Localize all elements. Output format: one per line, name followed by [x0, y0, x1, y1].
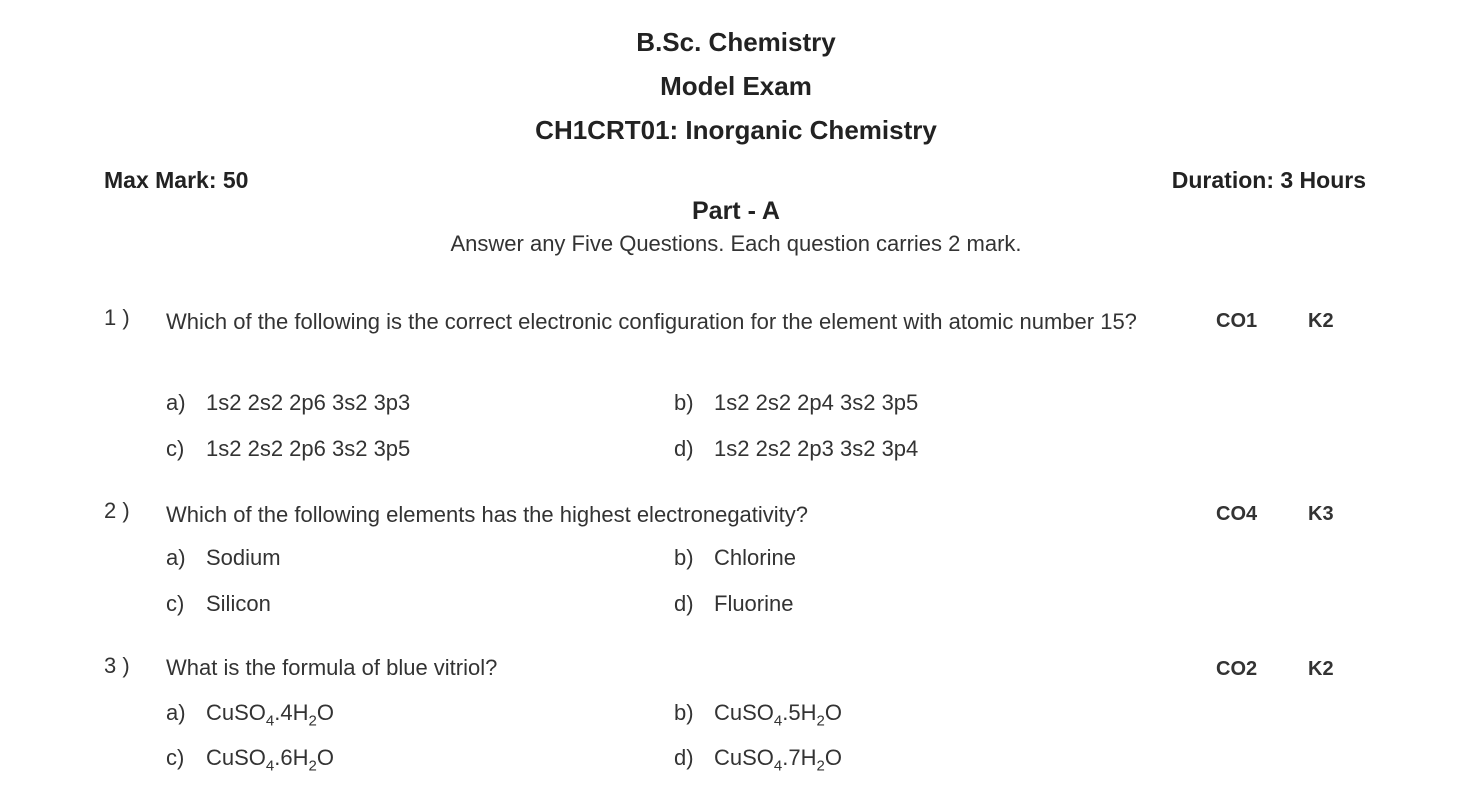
- option-label: b): [674, 700, 694, 725]
- knowledge-level: K3: [1308, 503, 1334, 525]
- course-outcome: CO2: [1216, 658, 1258, 680]
- question-text: Which of the following is the correct electronic configuration for the element with atomic number 15?: [166, 309, 1137, 334]
- option-formula: $CuSO_4.5H_2O$: [714, 700, 842, 730]
- option-a: [166, 700, 334, 730]
- part-title: Part - A: [692, 197, 780, 225]
- option-a: [166, 545, 281, 571]
- option-d: [674, 436, 918, 462]
- option-text: 1s2 2s2 2p6 3s2 3p5: [206, 436, 411, 461]
- option-b: [674, 545, 796, 571]
- question-number: 1 ): [104, 305, 130, 330]
- option-c: [166, 745, 334, 775]
- option-label: d): [674, 591, 694, 616]
- option-a: [166, 390, 410, 416]
- question-text: Which of the following elements has the highest electronegativity?: [166, 502, 809, 527]
- option-label: b): [674, 545, 694, 570]
- option-text: Sodium: [206, 545, 281, 570]
- knowledge-level: K2: [1308, 310, 1334, 332]
- option-text: 1s2 2s2 2p4 3s2 3p5: [714, 390, 919, 415]
- option-label: c): [166, 591, 185, 616]
- max-mark: Max Mark: 50: [104, 167, 249, 193]
- course-outcome: CO1: [1216, 310, 1258, 332]
- option-label: a): [166, 545, 186, 570]
- option-text: 1s2 2s2 2p3 3s2 3p4: [714, 436, 919, 461]
- option-c: [166, 436, 410, 462]
- option-text: Silicon: [206, 591, 271, 616]
- duration: Duration: 3 Hours: [1171, 167, 1366, 193]
- program-title: B.Sc. Chemistry: [636, 27, 836, 57]
- option-label: c): [166, 436, 185, 461]
- question-number: 3 ): [104, 653, 130, 678]
- option-text: Fluorine: [714, 591, 794, 616]
- option-label: a): [166, 700, 186, 725]
- option-formula: $CuSO_4.7H_2O$: [714, 745, 842, 775]
- option-formula: $CuSO_4.6H_2O$: [206, 745, 334, 775]
- option-label: c): [166, 745, 185, 770]
- question-text: What is the formula of blue vitriol?: [166, 655, 498, 680]
- option-d: [674, 745, 842, 775]
- knowledge-level: K2: [1308, 658, 1334, 680]
- option-text: Chlorine: [714, 545, 796, 570]
- exam-title: Model Exam: [660, 71, 812, 101]
- option-label: a): [166, 390, 186, 415]
- option-d: [674, 591, 793, 617]
- option-c: [166, 591, 271, 617]
- option-label: d): [674, 745, 694, 770]
- part-instruction: Answer any Five Questions. Each question carries 2 mark.: [450, 231, 1022, 256]
- course-title: CH1CRT01: Inorganic Chemistry: [535, 115, 937, 145]
- option-label: b): [674, 390, 694, 415]
- option-text: 1s2 2s2 2p6 3s2 3p3: [206, 390, 411, 415]
- option-label: d): [674, 436, 694, 461]
- question-number: 2 ): [104, 498, 130, 523]
- option-formula: $CuSO_4.4H_2O$: [206, 700, 334, 730]
- course-outcome: CO4: [1216, 503, 1258, 525]
- option-b: [674, 390, 918, 416]
- option-b: [674, 700, 842, 730]
